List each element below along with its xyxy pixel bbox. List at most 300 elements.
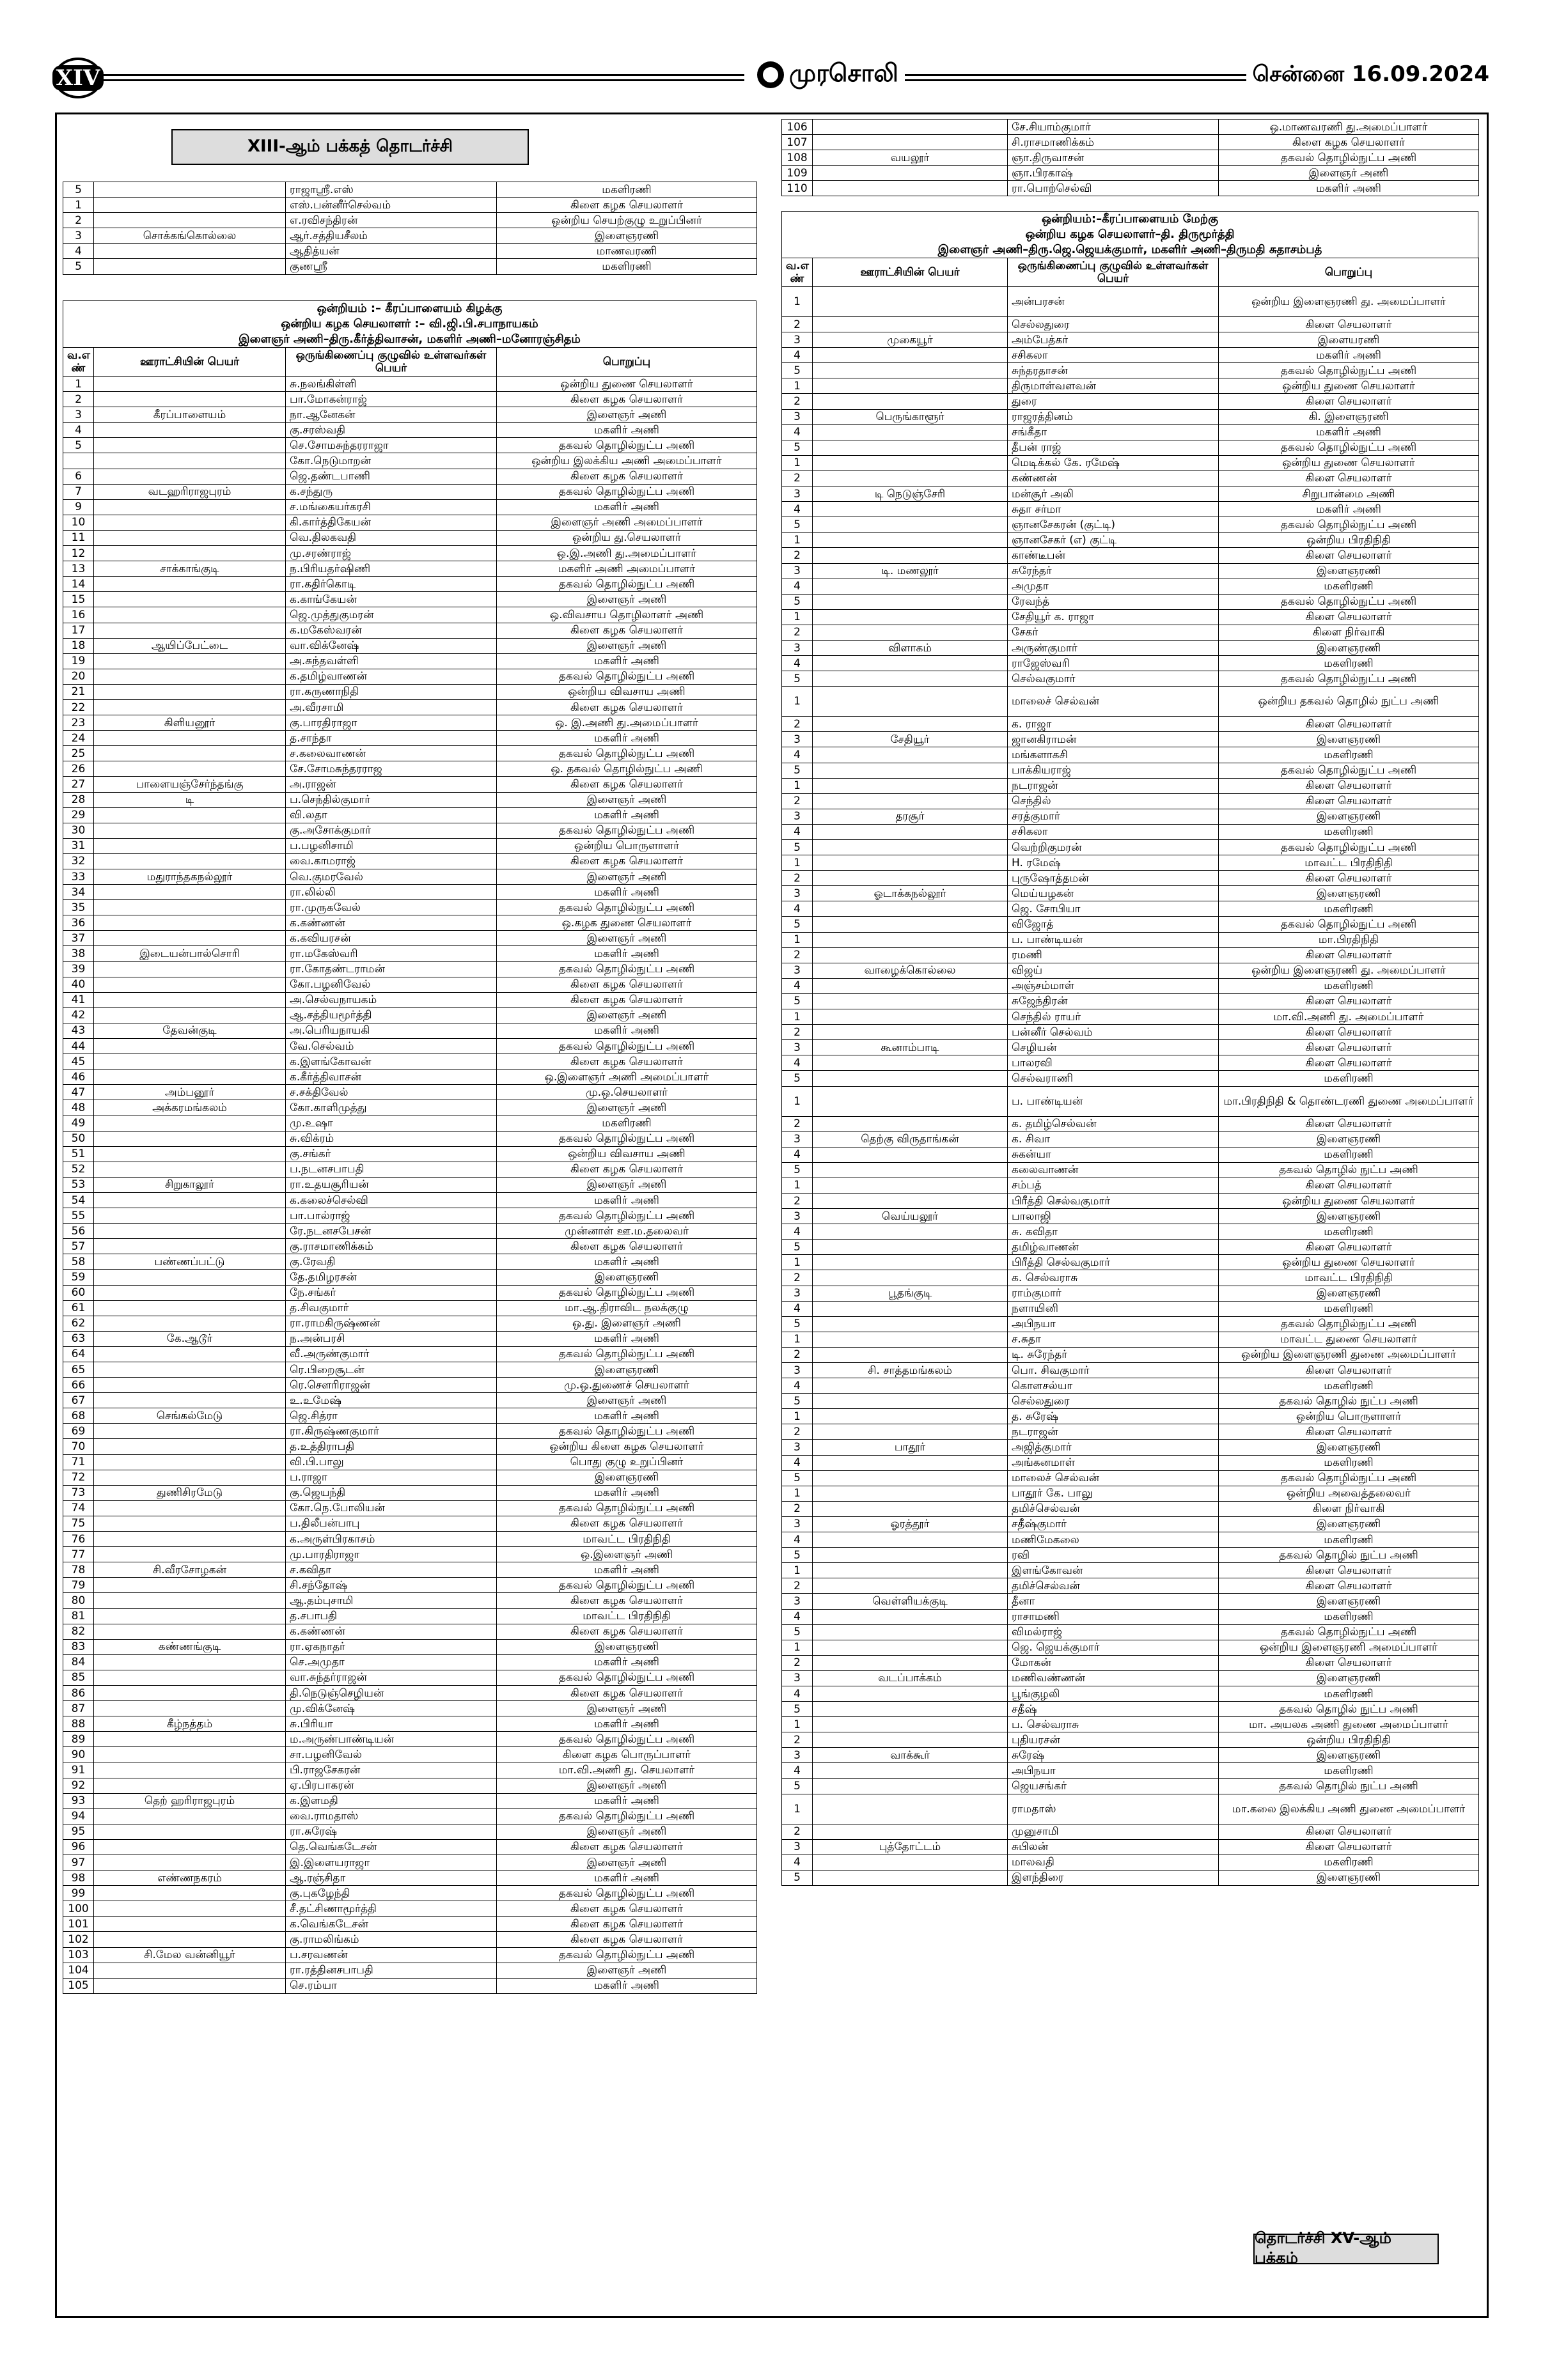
serial-cell: 83 [63,1639,94,1654]
member-name-cell: சி.சந்தோஷ் [286,1578,497,1593]
serial-cell: 2 [782,717,813,732]
role-cell: இளைஞர் அணி [497,407,757,423]
role-cell: இளைஞரணி [1219,1209,1479,1224]
village-cell [94,1393,286,1408]
serial-cell: 2 [782,1025,813,1040]
serial-cell: 5 [782,440,813,455]
village-cell [94,1316,286,1331]
column-header-role: பொறுப்பு [497,348,757,377]
member-name-cell: சு.விக்ரம் [286,1131,497,1146]
table-row [782,120,1479,135]
role-cell: இளைஞர் அணி [497,792,757,807]
table-row [782,1670,1479,1686]
table-row [782,150,1479,166]
serial-cell: 53 [63,1177,94,1192]
member-name-cell: ரா.கிருஷ்ணகுமார் [286,1424,497,1439]
member-name-cell: பொ. சிவகுமார் [1008,1363,1219,1378]
village-cell [94,1747,286,1762]
header-rule [98,74,744,76]
member-name-cell: வெற்றிகுமரன் [1008,840,1219,855]
role-cell: கிளை செயலாளர் [1219,1240,1479,1255]
member-name-cell: ம.அருண்பாண்டியன் [286,1732,497,1747]
serial-cell: 4 [782,901,813,917]
serial-cell: 5 [782,1624,813,1640]
role-cell: ஒன்றிய தகவல் தொழில் நுட்ப அணி [1219,687,1479,717]
member-name-cell: த.சாந்தா [286,731,497,746]
table-row [63,577,757,592]
left-main-table [63,300,756,1994]
village-cell [94,438,286,453]
table-row [782,409,1479,424]
table-row [782,363,1479,378]
role-cell: தகவல் தொழில்நுட்ப அணி [1219,594,1479,609]
member-name-cell: ஆ.சத்தியமூர்த்தி [286,1007,497,1023]
village-cell [813,1824,1008,1839]
member-name-cell: அங்கனமாள் [1008,1455,1219,1470]
village-cell [94,1362,286,1378]
table-row [63,515,757,530]
role-cell: ஒன்றிய செயற்குழு உறுப்பினர் [497,213,757,228]
member-name-cell: த.சபாபதி [286,1608,497,1624]
table-row [782,1132,1479,1147]
table-row [782,778,1479,793]
table-row [782,1824,1479,1839]
serial-cell: 30 [63,823,94,838]
serial-cell: 103 [63,1947,94,1963]
serial-cell: 4 [782,1147,813,1162]
table-row [782,1732,1479,1748]
page-number-badge: XIV [54,58,102,98]
role-cell: இளைஞர் அணி அமைப்பாளர் [497,515,757,530]
village-cell: துணிசிரமேடு [94,1485,286,1500]
role-cell: கிளை செயலாளர் [1219,609,1479,625]
header-rule [98,79,744,81]
member-name-cell: தமிச்செல்வன் [1008,1501,1219,1516]
member-name-cell: கு.சங்கர் [286,1146,497,1162]
table-row [63,838,757,853]
serial-cell: 4 [782,1763,813,1778]
table-row [63,1608,757,1624]
village-cell [94,1039,286,1054]
serial-cell: 96 [63,1839,94,1855]
serial-cell: 2 [782,1424,813,1440]
role-cell: மகளிரணி [1219,656,1479,671]
serial-cell [63,453,94,469]
table-row [782,1839,1479,1855]
continued-to-box: தொடர்ச்சி XV-ஆம் பக்கம் [1253,2234,1439,2264]
village-cell [94,1886,286,1901]
serial-cell: 50 [63,1131,94,1146]
role-cell: இளைஞர் அணி [497,1824,757,1839]
serial-cell: 4 [782,1055,813,1071]
serial-cell: 3 [782,886,813,901]
role-cell: கிளை கழக செயலாளர் [497,777,757,792]
table-row [63,1732,757,1747]
section-heading-line: ஒன்றிய கழக செயலாளர் :– வி.ஜி.பி.சபாநாயகம் [281,317,538,331]
role-cell: கிளை செயலாளர் [1219,394,1479,409]
village-cell [94,1424,286,1439]
member-name-cell: ப.செந்தில்குமார் [286,792,497,807]
serial-cell: 32 [63,853,94,869]
serial-cell: 55 [63,1208,94,1224]
role-cell: கிளை கழக செயலாளர் [497,1593,757,1608]
section-heading-line: இளைஞர் அணி–திரு.ஜெ.ஜெயக்குமார், மகளிர் அணி–திருமதி சுதாசம்பத் [937,243,1322,256]
role-cell: மகளிர் அணி [497,946,757,961]
member-name-cell: செந்தில் ராயர் [1008,1009,1219,1025]
table-row [782,1040,1479,1055]
table-row [63,1224,757,1239]
village-cell [813,317,1008,332]
role-cell: மகளிரணி [1219,1609,1479,1624]
role-cell: மகளிர் அணி [497,1331,757,1346]
village-cell [813,917,1008,932]
village-cell [94,1901,286,1917]
member-name-cell: கோ.நெ.போலியன் [286,1500,497,1516]
serial-cell: 9 [63,499,94,515]
serial-cell: 52 [63,1162,94,1177]
serial-cell: 3 [782,1040,813,1055]
serial-cell: 5 [782,840,813,855]
table-row [782,1286,1479,1301]
serial-cell: 2 [782,1347,813,1362]
serial-cell: 1 [782,687,813,717]
serial-cell: 36 [63,915,94,931]
serial-cell: 100 [63,1901,94,1917]
left-top-table [63,182,756,275]
member-name-cell: ஜெ.சித்ரா [286,1408,497,1424]
table-row [782,1778,1479,1794]
role-cell: ஒன்றிய பொருளாளர் [1219,1409,1479,1424]
role-cell: கிளை செயலாளர் [1219,1424,1479,1440]
role-cell: ஒ. தகவல் தொழில்நுட்ப அணி [497,761,757,777]
village-cell: இடையன்பால்சொரி [94,946,286,961]
table-row [63,1316,757,1331]
village-cell [94,182,286,198]
table-row [63,1824,757,1839]
role-cell: மகளிரணி [1219,1686,1479,1701]
section-heading-line: ஒன்றியம்:–கீரப்பாளையம் மேற்கு [1041,212,1218,226]
table-row [63,992,757,1007]
member-name-cell: துரை [1008,394,1219,409]
serial-cell: 84 [63,1654,94,1670]
village-cell: சி. சாத்தமங்கலம் [813,1363,1008,1378]
role-cell: மாணவரணி [497,244,757,259]
serial-cell: 1 [782,932,813,947]
village-cell [813,166,1008,181]
village-cell: புத்தோட்டம் [813,1839,1008,1855]
table-row [63,484,757,499]
serial-cell: 5 [63,182,94,198]
table-row [782,1224,1479,1240]
member-name-cell: பாக்கியராஜ் [1008,763,1219,778]
role-cell: ஒன்றிய துணை செயலாளர் [1219,455,1479,471]
header-rule [904,79,1275,81]
table-row [63,1855,757,1871]
serial-cell: 2 [782,1193,813,1208]
village-cell [813,1193,1008,1208]
village-cell: சிறுகாலூர் [94,1177,286,1192]
member-name-cell: இளங்கோவன் [1008,1563,1219,1578]
table-row [782,932,1479,947]
serial-cell: 49 [63,1116,94,1131]
serial-cell: 59 [63,1270,94,1285]
member-name-cell: கு.அசோக்குமார் [286,823,497,838]
role-cell: மகளிரணி [1219,1071,1479,1086]
serial-cell: 41 [63,992,94,1007]
table-row [782,594,1479,609]
table-row [782,1178,1479,1193]
serial-cell: 5 [782,1240,813,1255]
member-name-cell: ராம்குமார் [1008,1286,1219,1301]
role-cell: ஒன்றிய பிரதிநிதி [1219,1732,1479,1748]
member-name-cell: ரா.லில்லி [286,885,497,900]
village-cell [813,424,1008,440]
member-name-cell: ப.திலீபன்பாபு [286,1516,497,1531]
role-cell: கிளை செயலாளர் [1219,1563,1479,1578]
table-row [63,1146,757,1162]
serial-cell: 62 [63,1316,94,1331]
village-cell [813,855,1008,871]
village-cell [94,259,286,274]
village-cell: ஓடாக்கநல்லூர் [813,886,1008,901]
serial-cell: 21 [63,684,94,699]
role-cell: கிளை கழக செயலாளர் [497,1239,757,1254]
serial-cell: 1 [63,198,94,213]
table-row [63,1346,757,1362]
table-row [782,1702,1479,1717]
role-cell: தகவல் தொழில்நுட்ப அணி [497,669,757,684]
village-cell [94,1532,286,1547]
serial-cell: 17 [63,623,94,638]
member-name-cell: ஆர்.சத்தியசீலம் [286,228,497,244]
table-row [782,963,1479,978]
table-row [782,793,1479,809]
table-row [63,499,757,515]
column-header-serial: வ.எ ண் [63,348,94,377]
member-name-cell: அஜித்குமார் [1008,1440,1219,1455]
member-name-cell: ஆதித்யன் [286,244,497,259]
role-cell: தகவல் தொழில்நுட்ப அணி [497,961,757,977]
role-cell: கிளை கழக செயலாளர் [497,992,757,1007]
village-cell [813,1301,1008,1316]
village-cell [94,1007,286,1023]
table-row [63,623,757,638]
serial-cell: 4 [63,423,94,438]
member-name-cell: க.கண்ணன் [286,915,497,931]
member-name-cell: சே.சியாம்குமார் [1008,120,1219,135]
role-cell: ஒன்றிய அவைத்தலைவர் [1219,1486,1479,1501]
member-name-cell: ப.பழனிசாமி [286,838,497,853]
serial-cell: 5 [782,1702,813,1717]
role-cell: இளைஞரணி [1219,809,1479,824]
village-cell [813,609,1008,625]
member-name-cell: நா.ஆனேகன் [286,407,497,423]
table-row [782,1548,1479,1563]
member-name-cell: காண்டீபன் [1008,548,1219,563]
serial-cell: 64 [63,1346,94,1362]
serial-cell: 3 [782,1132,813,1147]
serial-cell: 10 [63,515,94,530]
member-name-cell: வெ.குமரவேல் [286,869,497,885]
serial-cell: 15 [63,592,94,607]
member-name-cell: வெ.திலகவதி [286,530,497,545]
role-cell: ஒ.விவசாய தொழிலாளர் அணி [497,607,757,623]
role-cell: தகவல் தொழில்நுட்ப அணி [497,1285,757,1300]
role-cell: கிளை செயலாளர் [1219,947,1479,963]
serial-cell: 45 [63,1054,94,1069]
role-cell: மா.பிரதிநிதி & தொண்டரணி துணை அமைப்பாளர் [1219,1086,1479,1116]
table-row [63,1562,757,1578]
member-name-cell: சேகர் [1008,625,1219,640]
table-row [63,1547,757,1562]
member-name-cell: சுரேஷ் [1008,1748,1219,1763]
role-cell: மகளிரணி [497,259,757,274]
member-name-cell: ப. செல்வராசு [1008,1717,1219,1732]
serial-cell: 61 [63,1300,94,1316]
member-name-cell: ராசாமணி [1008,1609,1219,1624]
role-cell: ஒன்றிய இளைஞரணி து. அமைப்பாளர் [1219,287,1479,317]
role-cell: கிளை செயலாளர் [1219,548,1479,563]
table-row [782,1870,1479,1885]
village-cell [94,469,286,484]
serial-cell: 3 [782,1209,813,1224]
village-cell [813,1255,1008,1270]
role-cell: கிளை செயலாளர் [1219,1116,1479,1132]
serial-cell: 40 [63,977,94,992]
serial-cell: 13 [63,561,94,577]
village-cell [94,885,286,900]
village-cell: சொக்கங்கொல்லை [94,228,286,244]
serial-cell: 99 [63,1886,94,1901]
table-row [63,807,757,823]
member-name-cell: செ.அமுதா [286,1654,497,1670]
serial-cell: 1 [782,609,813,625]
serial-cell: 108 [782,150,813,166]
table-row [63,1408,757,1424]
member-name-cell: மாலைச் செல்வன் [1008,1470,1219,1486]
village-cell [813,548,1008,563]
role-cell: மகளிரணி [1219,1378,1479,1394]
serial-cell: 4 [782,1609,813,1624]
role-cell: தகவல் தொழில்நுட்ப அணி [497,1732,757,1747]
village-cell: கூனாம்பாடி [813,1040,1008,1055]
member-name-cell: நே.சங்கர் [286,1285,497,1300]
village-cell [94,915,286,931]
member-name-cell: ந.பிரியதர்ஷிணி [286,561,497,577]
serial-cell: 88 [63,1716,94,1732]
member-name-cell: அம்பேத்கர் [1008,332,1219,348]
table-row [63,607,757,623]
table-row [782,486,1479,502]
table-row [782,824,1479,839]
member-name-cell: சு.பிரியா [286,1716,497,1732]
member-name-cell: அபிநயா [1008,1763,1219,1778]
role-cell: ஒன்றிய பொருளாளர் [497,838,757,853]
serial-cell: 12 [63,546,94,561]
member-name-cell: வி.பி.பாலு [286,1454,497,1470]
role-cell: இளைஞர் அணி [497,1007,757,1023]
date-line: சென்னை 16.09.2024 [1246,61,1489,89]
village-cell [94,607,286,623]
member-name-cell: விஜோத் [1008,917,1219,932]
village-cell: பெருங்காளூர் [813,409,1008,424]
member-name-cell: க.சந்துரு [286,484,497,499]
member-name-cell: ராஜேஸ்வரி [1008,656,1219,671]
role-cell: கிளை செயலாளர் [1219,993,1479,1009]
table-row [63,731,757,746]
serial-cell: 3 [782,486,813,502]
role-cell: தகவல் தொழில்நுட்ப அணி [497,1131,757,1146]
member-name-cell: சு. கவிதா [1008,1224,1219,1240]
table-row [63,1716,757,1732]
member-name-cell: மெய்யழகன் [1008,886,1219,901]
serial-cell: 69 [63,1424,94,1439]
table-row [782,1240,1479,1255]
village-cell: கீழ்நத்தம் [94,1716,286,1732]
table-row [63,1208,757,1224]
role-cell: ஒன்றிய இளைஞரணி அமைப்பாளர் [1219,1640,1479,1655]
serial-cell: 3 [63,407,94,423]
village-cell [94,530,286,545]
role-cell: மா. அயலக அணி துணை அமைப்பாளர் [1219,1717,1479,1732]
village-cell [813,1455,1008,1470]
member-name-cell: ப. பாண்டியன் [1008,932,1219,947]
village-cell [813,348,1008,363]
member-name-cell: சுஜேந்திரன் [1008,993,1219,1009]
village-cell [813,1640,1008,1655]
table-row [782,1255,1479,1270]
role-cell: தகவல் தொழில்நுட்ப அணி [1219,1470,1479,1486]
village-cell: தெற் ஹரிராஜபுரம் [94,1793,286,1808]
table-row [63,823,757,838]
serial-cell: 78 [63,1562,94,1578]
role-cell: மாவட்ட பிரதிநிதி [497,1608,757,1624]
member-name-cell: ரா.முருகவேல் [286,900,497,915]
serial-cell: 3 [782,1516,813,1532]
serial-cell: 92 [63,1778,94,1793]
serial-cell: 5 [782,1548,813,1563]
member-name-cell: ரா.உதயசூரியன் [286,1177,497,1192]
serial-cell: 5 [782,1394,813,1409]
table-row [782,901,1479,917]
serial-cell: 2 [782,871,813,886]
village-cell: வாழைக்கொல்லை [813,963,1008,978]
village-cell: பாதூர் [813,1440,1008,1455]
table-row [782,424,1479,440]
village-cell [813,763,1008,778]
serial-cell: 4 [782,424,813,440]
serial-cell: 4 [782,1301,813,1316]
member-name-cell: அமுதா [1008,579,1219,594]
serial-cell: 81 [63,1608,94,1624]
member-name-cell: செல்லதுரை [1008,317,1219,332]
serial-cell: 44 [63,1039,94,1054]
table-row [782,1686,1479,1701]
role-cell: ஒன்றிய விவசாய அணி [497,1146,757,1162]
serial-cell: 4 [782,579,813,594]
role-cell: இளைஞரணி [1219,886,1479,901]
village-cell [813,778,1008,793]
village-cell: கிளியனூர் [94,715,286,731]
member-name-cell: டி. சுரேந்தர் [1008,1347,1219,1362]
column-header-village: ஊராட்சியின் பெயர் [94,348,286,377]
table-row [63,1793,757,1808]
role-cell: கிளை கழக செயலாளர் [497,1516,757,1531]
member-name-cell: கு.ரேவதி [286,1254,497,1270]
role-cell: மாவட்ட துணை செயலாளர் [1219,1332,1479,1347]
member-name-cell: ச.கவிதா [286,1562,497,1578]
village-cell: கே.ஆடூர் [94,1331,286,1346]
